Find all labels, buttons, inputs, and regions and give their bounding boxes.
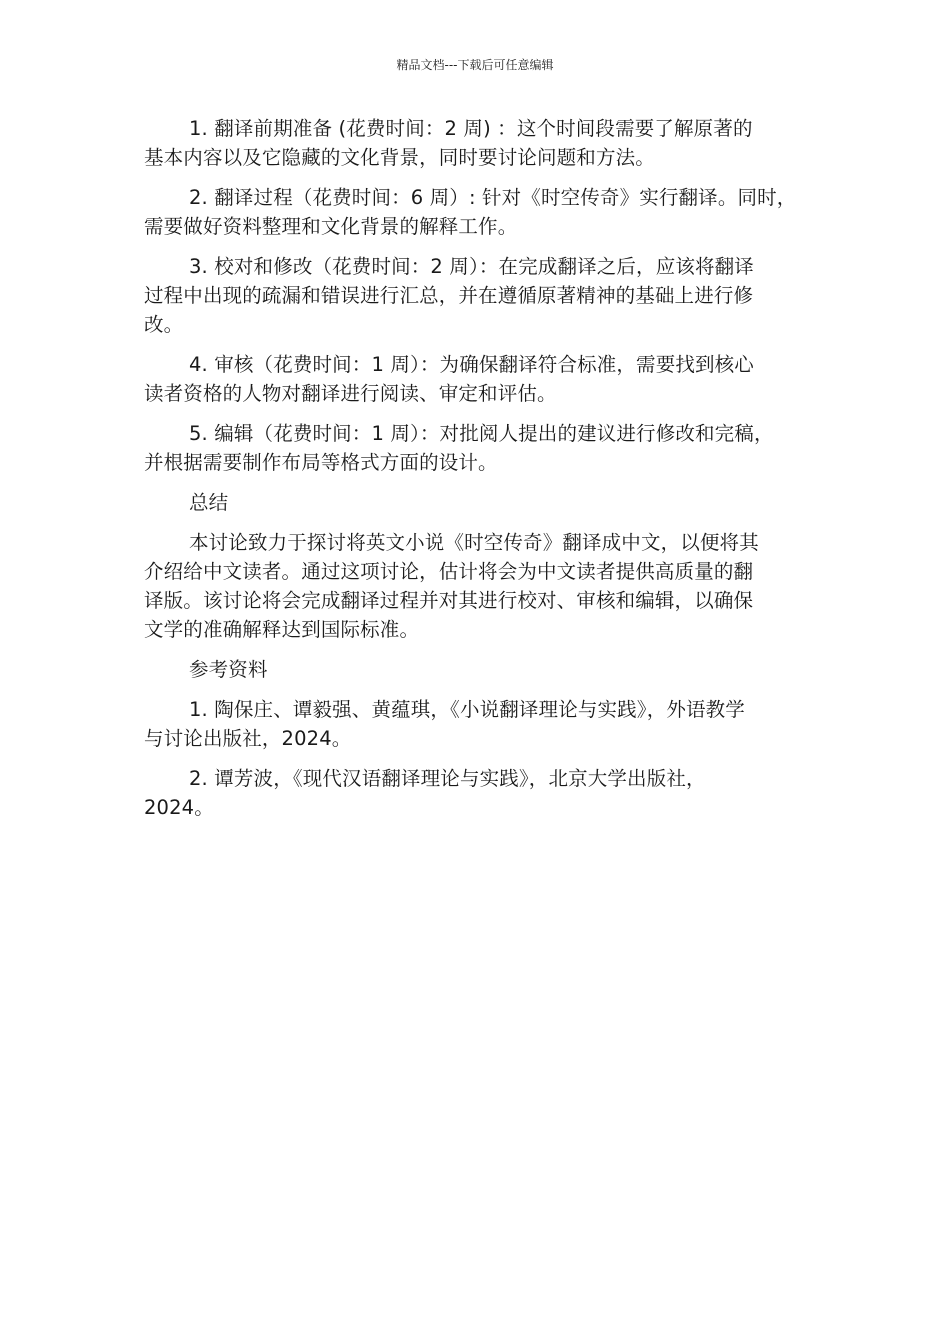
schedule-item-4 bbox=[144, 350, 820, 408]
text-line: 2. 翻译过程（花费时间：6 周）: 针对《时空传奇》实行翻译。同时， bbox=[189, 186, 797, 209]
text-line: 5. 编辑（花费时间：1 周）：对批阅人提出的建议进行修改和完稿， bbox=[189, 422, 774, 445]
section-heading: 总结 bbox=[189, 491, 229, 514]
text-line: 1. 陶保庄、谭毅强、黄蕴琪，《小说翻译理论与实践》，外语教学 bbox=[189, 698, 745, 721]
text-line: 本讨论致力于探讨将英文小说《时空传奇》翻译成中文，以便将其 bbox=[189, 531, 759, 554]
text-line: 需要做好资料整理和文化背景的解释工作。 bbox=[144, 215, 518, 238]
text-line: 3. 校对和修改（花费时间：2 周）：在完成翻译之后，应该将翻译 bbox=[189, 255, 754, 278]
text-line: 基本内容以及它隐藏的文化背景，同时要讨论问题和方法。 bbox=[144, 146, 655, 169]
text-line: 读者资格的人物对翻译进行阅读、审定和评估。 bbox=[144, 382, 557, 405]
text-line: 译版。该讨论将会完成翻译过程并对其进行校对、审核和编辑，以确保 bbox=[144, 589, 754, 612]
page-header: 精品文档---下载后可任意编辑 bbox=[396, 58, 554, 72]
reference-2 bbox=[144, 764, 820, 822]
text-line: 过程中出现的疏漏和错误进行汇总，并在遵循原著精神的基础上进行修 bbox=[144, 284, 754, 307]
references-heading bbox=[144, 655, 820, 684]
text-line: 1. 翻译前期准备 (花费时间：2 周) ：这个时间段需要了解原著的 bbox=[189, 117, 753, 140]
text-line: 文学的准确解释达到国际标准。 bbox=[144, 618, 420, 641]
summary-heading bbox=[144, 488, 820, 517]
section-heading: 参考资料 bbox=[189, 658, 268, 681]
text-line: 并根据需要制作布局等格式方面的设计。 bbox=[144, 451, 498, 474]
text-line: 4. 审核（花费时间：1 周）：为确保翻译符合标准，需要找到核心 bbox=[189, 353, 754, 376]
text-line: 2. 谭芳波，《现代汉语翻译理论与实践》，北京大学出版社， bbox=[189, 767, 706, 790]
text-line: 与讨论出版社，2024。 bbox=[144, 727, 352, 750]
schedule-item-2 bbox=[144, 183, 820, 241]
text-line: 改。 bbox=[144, 313, 184, 336]
schedule-item-1 bbox=[144, 114, 820, 172]
schedule-item-3 bbox=[144, 252, 820, 339]
reference-1 bbox=[144, 695, 820, 753]
schedule-item-5 bbox=[144, 419, 820, 477]
text-line: 介绍给中文读者。通过这项讨论，估计将会为中文读者提供高质量的翻 bbox=[144, 560, 754, 583]
summary-body bbox=[144, 528, 820, 644]
document-body bbox=[144, 114, 820, 833]
text-line: 2024。 bbox=[144, 796, 214, 819]
